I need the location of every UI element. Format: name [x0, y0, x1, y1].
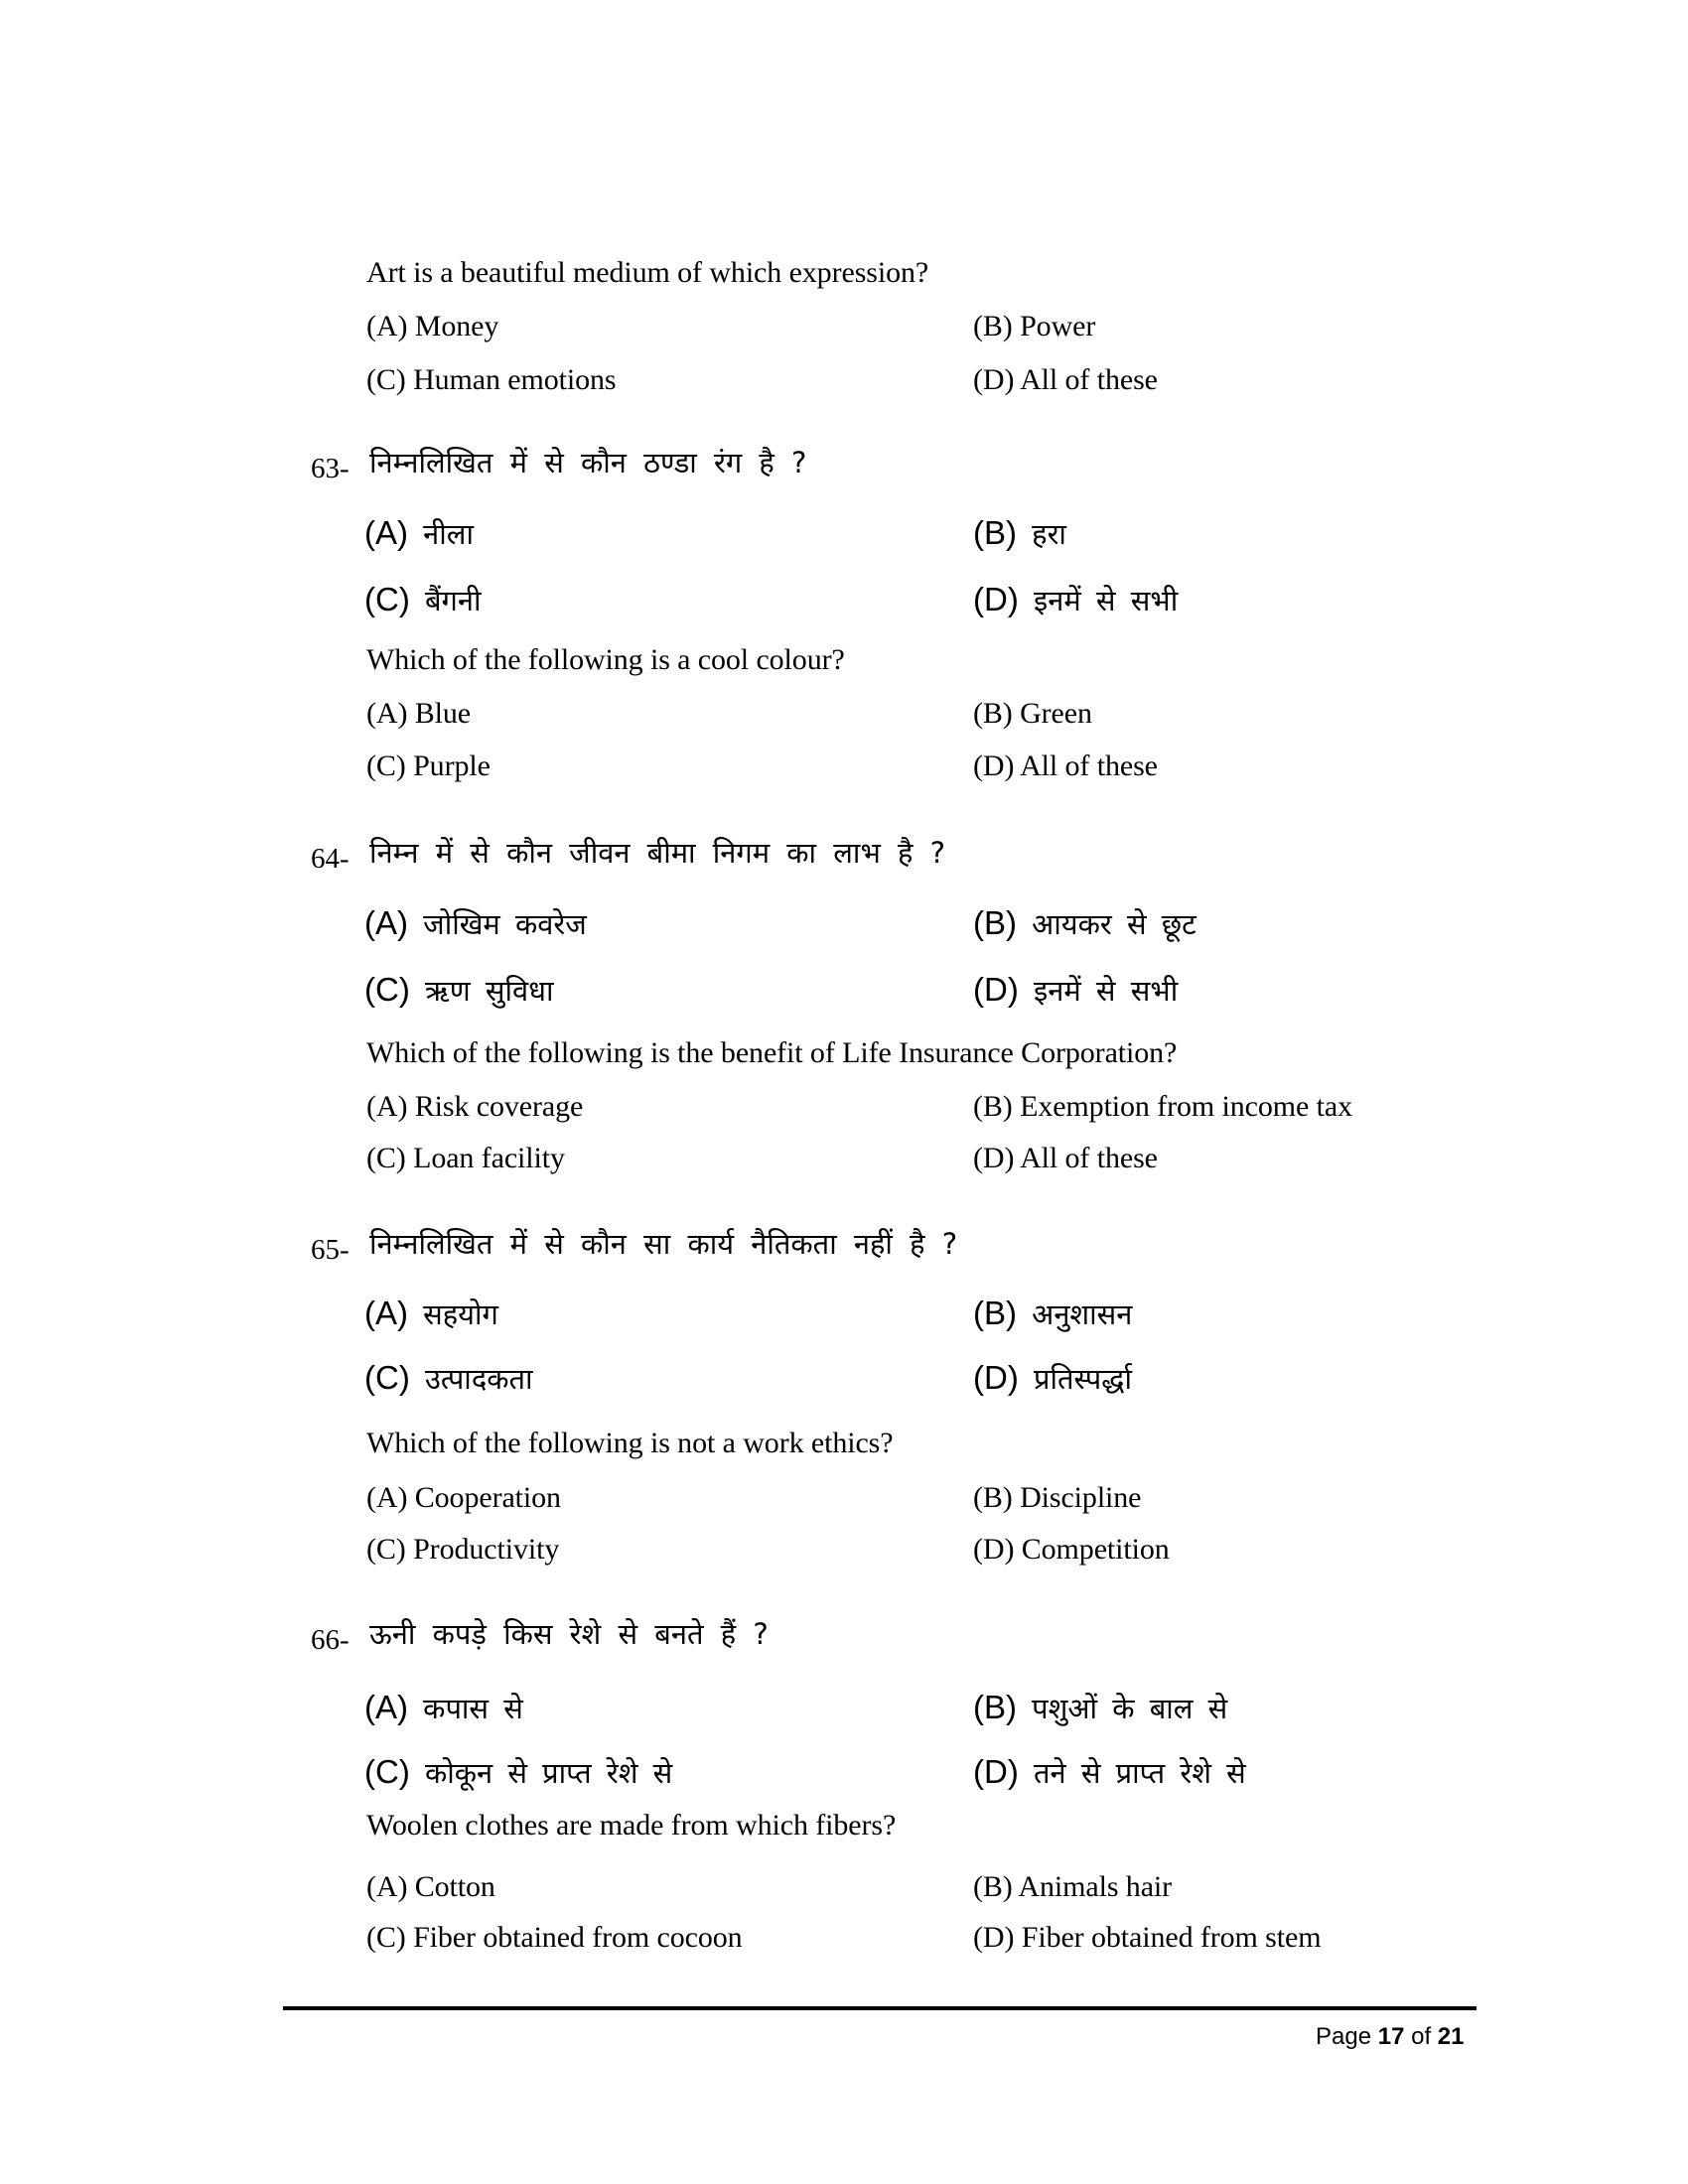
option-text: प्रतिस्पर्द्धा — [1033, 1362, 1132, 1396]
q64-option-c-hindi — [364, 973, 554, 1006]
page-total: 21 — [1437, 2023, 1465, 2050]
option-label: (C) — [364, 581, 410, 617]
option-label: (A) — [364, 1689, 408, 1725]
q63-option-c-english: (C) Purple — [366, 750, 491, 782]
option-text: अनुशासन — [1032, 1297, 1133, 1331]
question-number-66: 66- — [311, 1624, 350, 1656]
question-number-65: 65- — [311, 1234, 350, 1266]
option-text: उत्पादकता — [424, 1362, 533, 1396]
question-number-63: 63- — [311, 453, 350, 484]
q63-option-d-english: (D) All of these — [973, 750, 1158, 782]
page-word: Page — [1316, 2023, 1372, 2050]
option-text: ऋण सुविधा — [424, 974, 554, 1008]
q66-option-b-english: (B) Animals hair — [973, 1870, 1173, 1903]
question-64-english: Which of the following is the benefit of Life Insurance Corporation? — [366, 1036, 1178, 1069]
q62-option-c-english: (C) Human emotions — [366, 363, 617, 396]
q65-option-c-hindi — [364, 1361, 533, 1394]
question-62-english: Art is a beautiful medium of which expression? — [366, 256, 929, 289]
option-text: बैंगनी — [424, 584, 482, 617]
q65-option-a-hindi — [364, 1297, 498, 1329]
option-text: कोकून से प्राप्त रेशे से — [424, 1756, 673, 1790]
option-label: (B) — [973, 1295, 1017, 1331]
q66-option-c-hindi — [364, 1755, 672, 1788]
q66-option-a-english: (A) Cotton — [366, 1870, 495, 1903]
q66-option-b-hindi — [973, 1691, 1227, 1723]
q65-option-a-english: (A) Cooperation — [366, 1481, 561, 1514]
option-label: (A) — [364, 904, 408, 941]
option-text: आयकर से छूट — [1032, 907, 1196, 941]
q66-option-a-hindi — [364, 1691, 523, 1723]
q63-option-a-english: (A) Blue — [366, 697, 472, 730]
q65-option-c-english: (C) Productivity — [366, 1533, 560, 1566]
q66-option-d-hindi — [973, 1755, 1246, 1788]
footer-divider — [283, 2006, 1477, 2010]
q63-option-c-hindi — [364, 583, 481, 615]
option-text: इनमें से सभी — [1033, 584, 1179, 617]
option-label: (C) — [364, 1753, 410, 1790]
question-number-64: 64- — [311, 843, 350, 875]
option-text: सहयोग — [423, 1297, 498, 1331]
option-text: इनमें से सभी — [1033, 974, 1179, 1008]
question-63-english: Which of the following is a cool colour? — [366, 643, 845, 676]
q63-option-b-hindi — [973, 516, 1066, 549]
option-text: पशुओं के बाल से — [1032, 1692, 1228, 1725]
q64-option-c-english: (C) Loan facility — [366, 1142, 565, 1174]
q63-option-b-english: (B) Green — [973, 697, 1092, 730]
option-label: (A) — [364, 1295, 408, 1331]
option-label: (D) — [973, 971, 1019, 1008]
option-label: (B) — [973, 514, 1017, 551]
option-label: (B) — [973, 1689, 1017, 1725]
option-text: तने से प्राप्त रेशे से — [1033, 1756, 1246, 1790]
page-current: 17 — [1377, 2023, 1405, 2050]
option-label: (D) — [973, 1753, 1019, 1790]
q63-option-a-hindi — [364, 516, 474, 549]
option-text: हरा — [1032, 517, 1066, 551]
q62-option-a-english: (A) Money — [366, 310, 499, 342]
option-label: (A) — [364, 514, 408, 551]
q64-option-a-hindi — [364, 906, 587, 939]
question-64-hindi: निम्न में से कौन जीवन बीमा निगम का लाभ है ? — [369, 836, 946, 870]
of-word: of — [1411, 2023, 1432, 2050]
q66-option-d-english: (D) Fiber obtained from stem — [973, 1921, 1322, 1954]
q64-option-d-english: (D) All of these — [973, 1142, 1158, 1174]
option-text: नीला — [423, 517, 474, 551]
option-label: (D) — [973, 1359, 1019, 1396]
question-63-hindi: निम्नलिखित में से कौन ठण्डा रंग है ? — [369, 446, 807, 479]
q65-option-b-hindi — [973, 1297, 1132, 1329]
q64-option-b-hindi — [973, 906, 1196, 939]
q62-option-b-english: (B) Power — [973, 310, 1096, 342]
option-label: (C) — [364, 1359, 410, 1396]
q64-option-b-english: (B) Exemption from income tax — [973, 1090, 1353, 1123]
option-text: जोखिम कवरेज — [423, 907, 587, 941]
page-number — [1316, 2025, 1465, 2049]
q63-option-d-hindi — [973, 583, 1178, 615]
option-label: (D) — [973, 581, 1019, 617]
q65-option-d-english: (D) Competition — [973, 1533, 1170, 1566]
option-label: (C) — [364, 971, 410, 1008]
q64-option-d-hindi — [973, 973, 1178, 1006]
q65-option-b-english: (B) Discipline — [973, 1481, 1142, 1514]
question-65-english: Which of the following is not a work ethics? — [366, 1427, 894, 1459]
q65-option-d-hindi — [973, 1361, 1132, 1394]
q66-option-c-english: (C) Fiber obtained from cocoon — [366, 1921, 743, 1954]
option-label: (B) — [973, 904, 1017, 941]
option-text: कपास से — [423, 1692, 523, 1725]
question-65-hindi: निम्नलिखित में से कौन सा कार्य नैतिकता नहीं है ? — [369, 1227, 958, 1261]
q64-option-a-english: (A) Risk coverage — [366, 1090, 584, 1123]
question-66-english: Woolen clothes are made from which fibers? — [366, 1809, 897, 1842]
question-66-hindi: ऊनी कपड़े किस रेशे से बनते हैं ? — [369, 1617, 769, 1651]
q62-option-d-english: (D) All of these — [973, 363, 1158, 396]
